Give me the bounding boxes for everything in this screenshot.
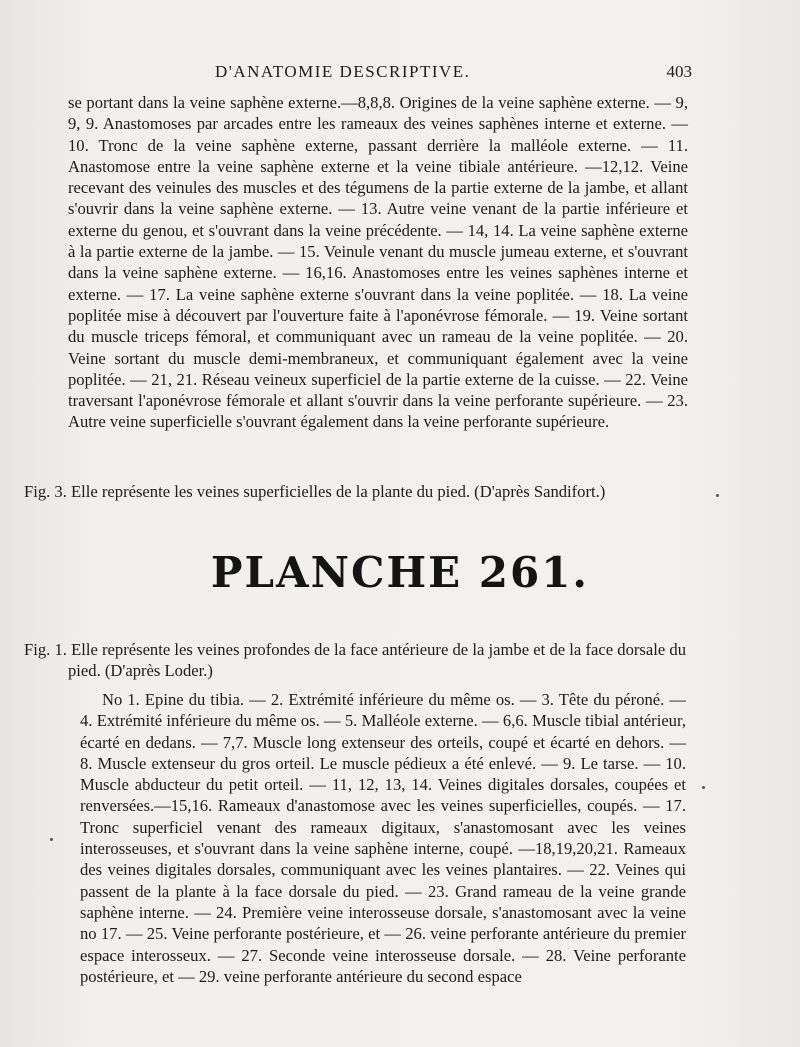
figure-1-text: Fig. 1. Elle représente les veines profondes de la face antérieure de la jambe et de la face dorsale du pied. (D'après Loder.) [24, 640, 686, 681]
print-speck [702, 786, 705, 789]
figure-1-numbered-items: No 1. Epine du tibia. — 2. Extrémité inférieure du même os. — 3. Tête du péroné. — 4. Extrémité inférieure du même os. — 5. Malléole externe. — 6,6. Muscle tibial antérieur, écarté en dedans. — 7,7. Muscle long extenseur des orteils, coupé et écarté en dehors. — 8. Muscle extenseur du gros orteil. Le muscle pédieux a été enlevé. — 9. Le tarse. — 10. Muscle abducteur du petit orteil. — 11, 12, 13, 14. Veines digitales dorsales, coupées et renversées.—15,16. Rameaux d'anastomose avec les veines superficielles, coupés. — 17. Tronc superficiel venant des rameaux digitaux, s'anastomosant avec les veines interosseuses, et s'ouvrant dans la veine saphène interne, coupé. —18,19,20,21. Rameaux des veines digitales dorsales, communiquant avec les veines plantaires. — 22. Veines qui passent de la plante à la face dorsale du pied. — 23. Grand rameau de la veine grande saphène interne. — 24. Première veine interosseuse dorsale, s'anastomosant avec la veine no 17. — 25. Veine perforante postérieure, et — 26. veine perforante antérieure du premier espace interosseux. — 27. Seconde veine interosseuse dorsale. — 28. Veine perforante postérieure, et — 29. veine perforante antérieure du second espace [80, 690, 686, 986]
print-speck [716, 494, 719, 497]
running-title: D'ANATOMIE DESCRIPTIVE. [215, 62, 471, 81]
print-speck [50, 838, 53, 841]
figure-1-caption [24, 639, 686, 682]
continued-legend [68, 92, 688, 433]
figure-3-caption [24, 481, 704, 502]
page-header [60, 62, 692, 88]
figure-3-text: Fig. 3. Elle représente les veines superficielles de la plante du pied. (D'après Sandifort.) [24, 482, 606, 501]
page-number: 403 [666, 62, 692, 81]
plate-title: PLANCHE 261. [210, 548, 590, 597]
figure-1-legend [80, 689, 686, 987]
legend-paragraph: se portant dans la veine saphène externe.—8,8,8. Origines de la veine saphène externe. — 9, 9, 9. Anastomoses par arcades entre les rameaux des veines saphènes interne et externe. — 10. Tronc de la veine saphène externe, passant derrière la malléole externe. — 11. Anastomose entre la veine saphène externe et la veine tibiale antérieure. —12,12. Veine recevant des veinules des muscles et des tégumens de la partie externe de la jambe, et allant s'ouvrir dans la veine saphène externe. — 13. Autre veine venant de la partie inférieure et externe du genou, et s'ouvrant dans la veine précédente. — 14, 14. La veine saphène externe à la partie externe de la jambe. — 15. Veinule venant du muscle jumeau externe, et s'ouvrant dans la veine saphène externe. — 16,16. Anastomoses entre les veines saphènes interne et externe. — 17. La veine saphène externe s'ouvrant dans la veine poplitée. — 18. La veine poplitée mise à découvert par l'ouverture faite à l'aponévrose fémorale. — 19. Veine sortant du muscle triceps fémoral, et communiquant avec un rameau de la veine poplitée. — 20. Veine sortant du muscle demi-membraneux, et communiquant également avec la veine poplitée. — 21, 21. Réseau veineux superficiel de la partie externe de la cuisse. — 22. Veine traversant l'aponévrose fémorale et allant s'ouvrir dans la veine perforante supérieure. — 23. Autre veine superficielle s'ouvrant également dans la veine perforante supérieure. [68, 93, 688, 432]
